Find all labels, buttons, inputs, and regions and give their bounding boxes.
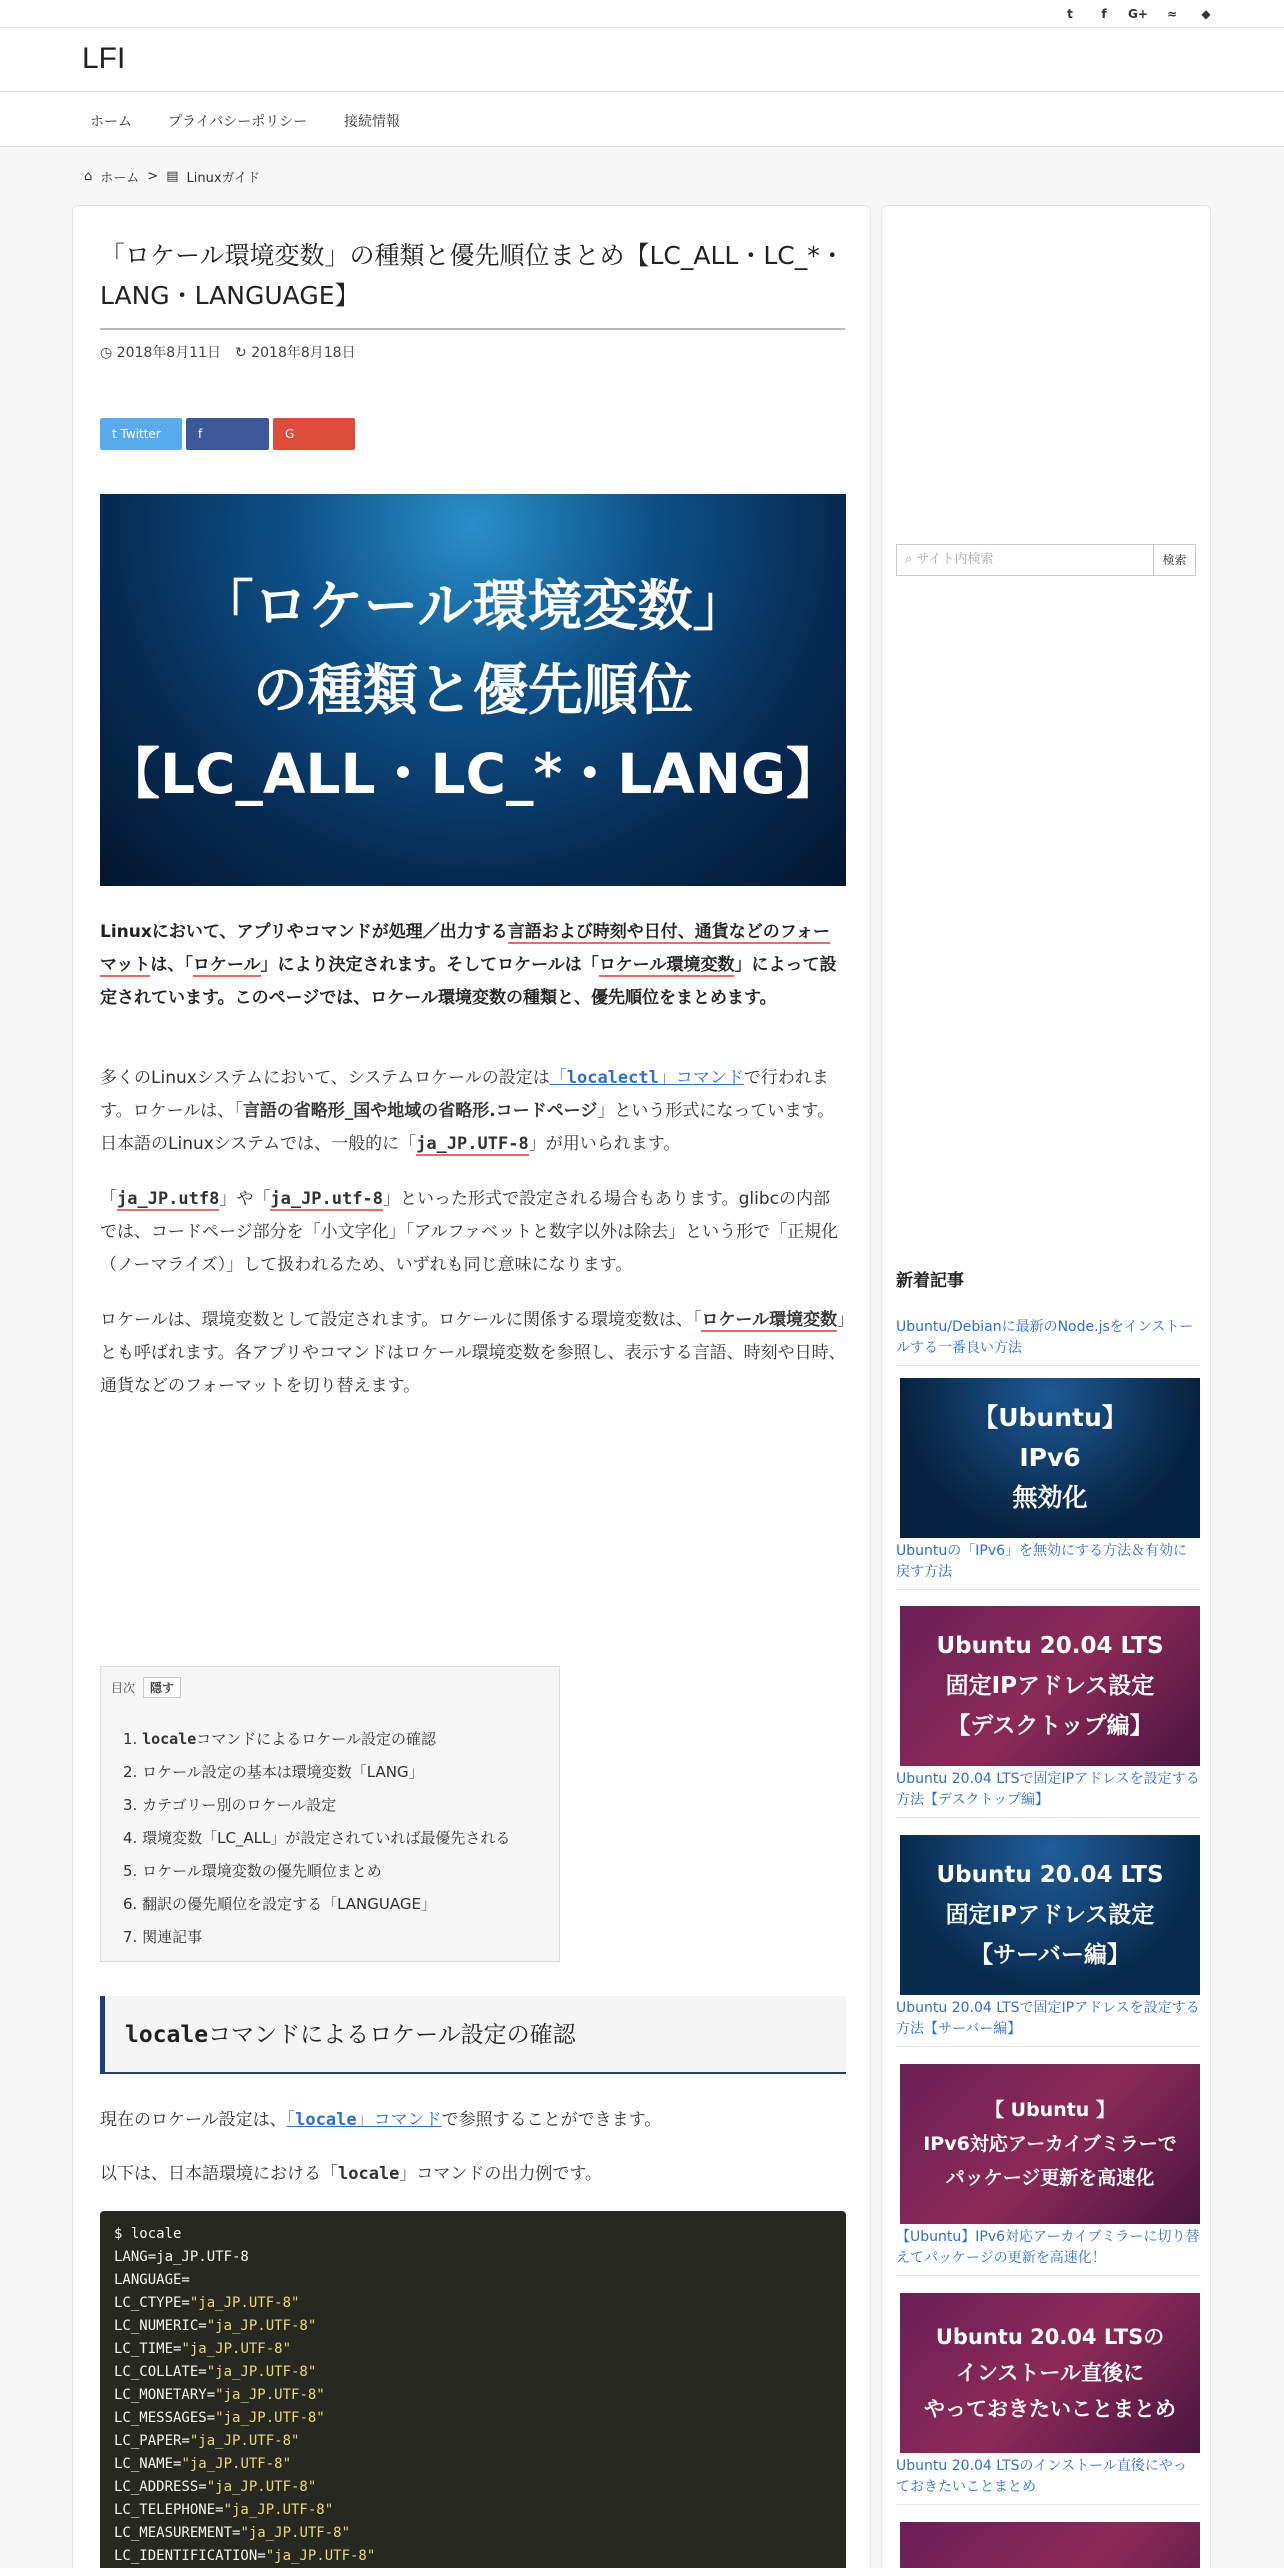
code-value: "ja_JP.UTF-8" xyxy=(181,2456,292,2472)
search-icon: ⌕ xyxy=(905,552,917,567)
toc-num: 1. xyxy=(123,1730,138,1748)
code-line xyxy=(114,2522,832,2545)
section-heading-code: locale xyxy=(125,2022,209,2048)
facebook-icon[interactable]: f xyxy=(1101,7,1107,21)
post-thumbnail[interactable] xyxy=(900,1378,1200,1538)
toc-text: カテゴリー別のロケール設定 xyxy=(142,1796,337,1814)
thumb-line: 固定IPアドレス設定 xyxy=(945,1673,1155,1699)
thumb-line: 固定IPアドレス設定 xyxy=(945,1902,1155,1928)
new-post-item[interactable] xyxy=(896,1378,1200,1590)
new-post-item[interactable] xyxy=(896,2522,1200,2568)
paragraph-output-example xyxy=(100,2158,846,2191)
twitter-icon[interactable]: t xyxy=(1067,7,1073,21)
toc-item-4[interactable] xyxy=(123,1822,510,1855)
p2-text-e: ja_JP.UTF-8 xyxy=(416,1134,529,1154)
code-key: LC_NUMERIC= xyxy=(114,2318,207,2334)
code-line xyxy=(114,2223,832,2246)
paragraph-localectl xyxy=(100,1062,846,1161)
toc-text: ロケール環境変数の優先順位まとめ xyxy=(142,1862,382,1880)
code-value: "ja_JP.UTF-8" xyxy=(240,2525,351,2541)
hero-text xyxy=(100,564,846,816)
code-line xyxy=(114,2384,832,2407)
toc-text: 関連記事 xyxy=(142,1928,203,1946)
post-thumbnail[interactable] xyxy=(900,1606,1200,1766)
locale-link-open: 「 xyxy=(286,2110,296,2130)
code-value: "ja_JP.UTF-8" xyxy=(189,2433,300,2449)
post-title[interactable]: Ubuntu 20.04 LTSのインストール直後にやっておきたいことまとめ xyxy=(896,2453,1200,2505)
code-value: "ja_JP.UTF-8" xyxy=(206,2318,317,2334)
post-title[interactable]: Ubuntu/Debianに最新のNode.jsをインストールする一番良い方法 xyxy=(896,1314,1200,1366)
hero-line-2: の種類と優先順位 xyxy=(252,658,693,722)
p2-text-c: 言語の省略形_国や地域の省略形.コードページ xyxy=(242,1101,598,1121)
search-input[interactable] xyxy=(897,545,1153,575)
code-line xyxy=(114,2430,832,2453)
main-nav xyxy=(0,93,1284,147)
twitter-share-label: Twitter xyxy=(120,427,161,441)
lead-text-f: ロケール環境変数 xyxy=(598,955,735,975)
site-logo[interactable]: LFI xyxy=(82,42,126,75)
code-value: "ja_JP.UTF-8" xyxy=(215,2410,325,2426)
toc-item-3[interactable] xyxy=(123,1789,510,1822)
code-line xyxy=(114,2292,832,2315)
lead-paragraph xyxy=(100,916,846,1015)
p2-text-d: 」という形式になっています。日本語のLinuxシステムでは、一般的に「 xyxy=(100,1101,835,1154)
toc-text: 翻訳の優先順位を設定する「LANGUAGE」 xyxy=(142,1895,436,1913)
code-value: "ja_JP.UTF-8" xyxy=(206,2364,317,2380)
toc-label: 目次 xyxy=(111,1681,136,1695)
sidebar xyxy=(881,205,1211,2568)
localectl-link-code: localectl xyxy=(566,1068,659,1088)
code-value: "ja_JP.UTF-8" xyxy=(189,2295,300,2311)
localectl-link-open: 「 xyxy=(549,1068,567,1088)
code-key: LC_TELEPHONE= xyxy=(114,2502,224,2518)
code-key: LC_MESSAGES= xyxy=(114,2410,216,2426)
code-key: LC_IDENTIFICATION= xyxy=(114,2548,266,2564)
p6-text-a: 以下は、日本語環境における「 xyxy=(100,2164,338,2184)
code-value: "ja_JP.UTF-8" xyxy=(223,2502,334,2518)
p2-text-a: 多くのLinuxシステムにおいて、システムロケールの設定は xyxy=(100,1068,550,1088)
hero-line-1: 「ロケール環境変数」 xyxy=(198,574,748,638)
thumb-line: 【 Ubuntu 】 xyxy=(985,2099,1115,2121)
code-key: LC_MONETARY= xyxy=(114,2387,216,2403)
paragraph-normalize xyxy=(100,1183,846,1282)
home-icon: ⌂ xyxy=(84,169,93,184)
post-title[interactable]: 【Ubuntu】IPv6対応アーカイブミラーに切り替えてパッケージの更新を高速化！ xyxy=(896,2224,1200,2276)
toc-text: コマンドによるロケール設定の確認 xyxy=(196,1730,436,1748)
toc-item-7[interactable] xyxy=(123,1921,510,1954)
facebook-icon: f xyxy=(198,427,203,441)
nav-item-privacy[interactable]: プライバシーポリシー xyxy=(168,114,308,130)
site-search xyxy=(896,544,1196,576)
post-thumbnail[interactable] xyxy=(900,1835,1200,1995)
feedly-icon[interactable]: ◆ xyxy=(1201,7,1211,21)
facebook-share-button[interactable] xyxy=(186,418,269,473)
lead-text-e: 」により決定されます。そしてロケールは「 xyxy=(260,955,599,975)
table-of-contents xyxy=(100,1666,560,1962)
code-line xyxy=(114,2476,832,2499)
google-plus-icon: G xyxy=(285,427,295,441)
p3-text-c: 」や「 xyxy=(219,1189,271,1209)
twitter-share-button[interactable] xyxy=(100,418,182,450)
thumb-line: Ubuntu 20.04 LTS xyxy=(936,1633,1164,1659)
code-line xyxy=(114,2453,832,2476)
toc-item-5[interactable] xyxy=(123,1855,510,1888)
google-share-label: Google+ xyxy=(285,459,338,473)
localectl-link[interactable] xyxy=(550,1068,744,1088)
search-button[interactable]: 検索 xyxy=(1153,545,1195,575)
updated-date-text: 2018年8月18日 xyxy=(251,345,356,361)
social-links xyxy=(1060,4,1216,24)
code-key: LC_COLLATE= xyxy=(114,2364,207,2380)
post-thumbnail[interactable] xyxy=(900,2293,1200,2453)
p4-text-b: ロケール環境変数 xyxy=(701,1310,838,1330)
new-posts-heading: 新着記事 xyxy=(896,1271,964,1291)
breadcrumb-separator: > xyxy=(147,169,159,184)
thumb-line: Ubuntu 20.04 LTSの xyxy=(935,2325,1165,2349)
locale-link-code: locale xyxy=(295,2110,357,2130)
lead-text-c: は、「 xyxy=(150,955,193,975)
toc-num: 7. xyxy=(123,1928,138,1946)
p3-text-a: 「 xyxy=(100,1189,117,1209)
code-key: LANGUAGE= xyxy=(114,2272,190,2288)
p2-text-f: 」が用いられます。 xyxy=(528,1134,681,1154)
toc-num: 6. xyxy=(123,1895,138,1913)
locale-link[interactable] xyxy=(287,2110,442,2130)
locale-link-close: 」コマンド xyxy=(356,2110,442,2130)
code-line xyxy=(114,2499,832,2522)
p3-text-b: ja_JP.utf8 xyxy=(117,1189,220,1209)
share-buttons xyxy=(100,418,355,473)
p4-text-a: ロケールは、環境変数として設定されます。ロケールに関係する環境変数は、「 xyxy=(100,1310,702,1330)
thumb-line: やっておきたいことまとめ xyxy=(924,2397,1176,2421)
p5-text-a: 現在のロケール設定は、 xyxy=(100,2110,287,2130)
post-thumbnail[interactable] xyxy=(900,2522,1200,2568)
refresh-icon: ↻ xyxy=(235,345,252,361)
twitter-icon: t xyxy=(112,427,121,441)
thumb-line: 【デスクトップ編】 xyxy=(947,1713,1153,1739)
toc-header xyxy=(111,1677,181,1698)
post-title[interactable]: Ubuntu 20.04 LTSで固定IPアドレスを設定する方法【サーバー編】 xyxy=(896,1995,1200,2047)
thumb-line: 無効化 xyxy=(1012,1483,1088,1512)
p3-text-d: ja_JP.utf-8 xyxy=(270,1189,383,1209)
code-value: "ja_JP.UTF-8" xyxy=(206,2479,317,2495)
code-line xyxy=(114,2315,832,2338)
new-post-item[interactable] xyxy=(896,2293,1200,2505)
toc-item-6[interactable] xyxy=(123,1888,510,1921)
code-key: LC_ADDRESS= xyxy=(114,2479,207,2495)
post-title[interactable]: Ubuntuの「IPv6」を無効にする方法＆有効に戻す方法 xyxy=(896,1538,1200,1590)
p6-text-c: 」コマンドの出力例です。 xyxy=(399,2164,603,2184)
toc-num: 5. xyxy=(123,1862,138,1880)
toc-text: 環境変数「LC_ALL」が設定されていれば最優先される xyxy=(142,1829,511,1847)
paragraph-locale-cmd xyxy=(100,2104,846,2137)
breadcrumb xyxy=(84,167,260,186)
toc-hide-button[interactable]: 隠す xyxy=(143,1677,181,1698)
lead-text-a: Linuxにおいて、アプリやコマンドが処理／出力する xyxy=(100,922,508,942)
code-line xyxy=(114,2269,832,2292)
article-title: 「ロケール環境変数」の種類と優先順位まとめ【LC_ALL・LC_*・LANG・LANGUAGE】 xyxy=(100,236,845,330)
toc-code: locale xyxy=(142,1730,197,1748)
p4-text-c: 」とも呼ばれます。各アプリやコマンドはロケール環境変数を参照し、表示する言語、時刻や日時、通貨などのフォーマットを切り替えます。 xyxy=(100,1310,846,1396)
updated-date xyxy=(235,342,356,362)
toc-text: ロケール設定の基本は環境変数「LANG」 xyxy=(142,1763,424,1781)
new-post-item[interactable] xyxy=(896,1606,1200,1818)
code-line xyxy=(114,2246,832,2269)
code-key: LC_CTYPE= xyxy=(114,2295,190,2311)
published-date xyxy=(100,342,221,362)
lead-text-d: ロケール xyxy=(192,955,261,975)
p3-text-e: 」といった形式で設定される場合もあります。glibcの内部では、コードページ部分を「小文字化」「アルファベットと数字以外は除去」という形で「正規化（ノーマライズ）」して扱われるため、いずれも同じ意味になります。 xyxy=(100,1189,839,1275)
top-bar xyxy=(0,0,1284,28)
clock-icon: ◷ xyxy=(100,345,117,361)
breadcrumb-category[interactable]: Linuxガイド xyxy=(186,171,261,186)
code-line xyxy=(114,2361,832,2384)
code-key: $ locale xyxy=(114,2226,182,2242)
thumb-line: IPv6 xyxy=(1019,1443,1081,1472)
toc-num: 2. xyxy=(123,1763,138,1781)
code-line xyxy=(114,2338,832,2361)
section-heading-locale xyxy=(100,1996,846,2074)
facebook-share-label: Facebook xyxy=(198,459,255,473)
google-share-button[interactable] xyxy=(273,418,355,473)
nav-item-connection[interactable]: 接続情報 xyxy=(344,114,400,130)
code-line xyxy=(114,2545,832,2568)
article-dates xyxy=(100,342,356,362)
hero-image xyxy=(100,494,846,886)
nav-item-home[interactable]: ホーム xyxy=(90,114,132,130)
new-post-item[interactable] xyxy=(896,2064,1200,2276)
lead-text-b: 言語および時刻や日付、通貨などのフォーマット xyxy=(100,922,830,975)
locale-output-code xyxy=(100,2211,846,2568)
new-post-item[interactable] xyxy=(896,1314,1200,1366)
thumb-line: 【Ubuntu】 xyxy=(973,1403,1127,1432)
new-post-item[interactable] xyxy=(896,1835,1200,2047)
p6-text-b: locale xyxy=(338,2164,400,2184)
code-key: LC_MEASUREMENT= xyxy=(114,2525,241,2541)
p5-text-b: で参照することができます。 xyxy=(441,2110,662,2130)
google-plus-icon[interactable]: G+ xyxy=(1128,7,1148,21)
code-key: LC_TIME= xyxy=(114,2341,182,2357)
thumb-line: インストール直後に xyxy=(956,2361,1144,2385)
toc-item-2[interactable] xyxy=(123,1756,510,1789)
toc-list xyxy=(123,1723,510,1954)
code-value: "ja_JP.UTF-8" xyxy=(181,2341,292,2357)
thumb-line: IPv6対応アーカイブミラーで xyxy=(923,2133,1177,2155)
paragraph-env xyxy=(100,1304,846,1403)
localectl-link-close: 」コマンド xyxy=(658,1068,744,1088)
lead-text-g: 」によって設定されています。このページでは、ロケール環境変数の種類と、優先順位をまとめます。 xyxy=(100,955,837,1008)
code-key: LANG=ja_JP.UTF-8 xyxy=(114,2249,249,2265)
code-value: "ja_JP.UTF-8" xyxy=(265,2548,376,2564)
thumb-line: パッケージ更新を高速化 xyxy=(945,2167,1155,2189)
breadcrumb-home[interactable]: ホーム xyxy=(100,171,140,186)
post-thumbnail[interactable] xyxy=(900,2064,1200,2224)
site-header xyxy=(0,28,1284,92)
code-key: LC_PAPER= xyxy=(114,2433,190,2449)
hero-line-3: 【LC_ALL・LC_*・LANG】 xyxy=(104,742,842,806)
p2-text-b: で行われます。ロケールは、「 xyxy=(100,1068,829,1121)
rss-icon[interactable]: ≈ xyxy=(1166,7,1178,21)
article-container xyxy=(72,205,871,2568)
search-placeholder: サイト内検索 xyxy=(916,552,994,567)
thumb-line: Ubuntu 20.04 LTS xyxy=(936,1862,1164,1888)
thumb-line: 【サーバー編】 xyxy=(970,1942,1130,1968)
toc-item-1[interactable] xyxy=(123,1723,510,1756)
post-title[interactable]: Ubuntu 20.04 LTSで固定IPアドレスを設定する方法【デスクトップ編】 xyxy=(896,1766,1200,1818)
toc-num: 4. xyxy=(123,1829,138,1847)
published-date-text: 2018年8月11日 xyxy=(116,345,222,361)
code-value: "ja_JP.UTF-8" xyxy=(215,2387,325,2403)
code-line xyxy=(114,2407,832,2430)
section-heading-text: コマンドによるロケール設定の確認 xyxy=(208,2022,576,2048)
code-key: LC_NAME= xyxy=(114,2456,182,2472)
toc-num: 3. xyxy=(123,1796,138,1814)
folder-icon: ▤ xyxy=(166,169,179,184)
